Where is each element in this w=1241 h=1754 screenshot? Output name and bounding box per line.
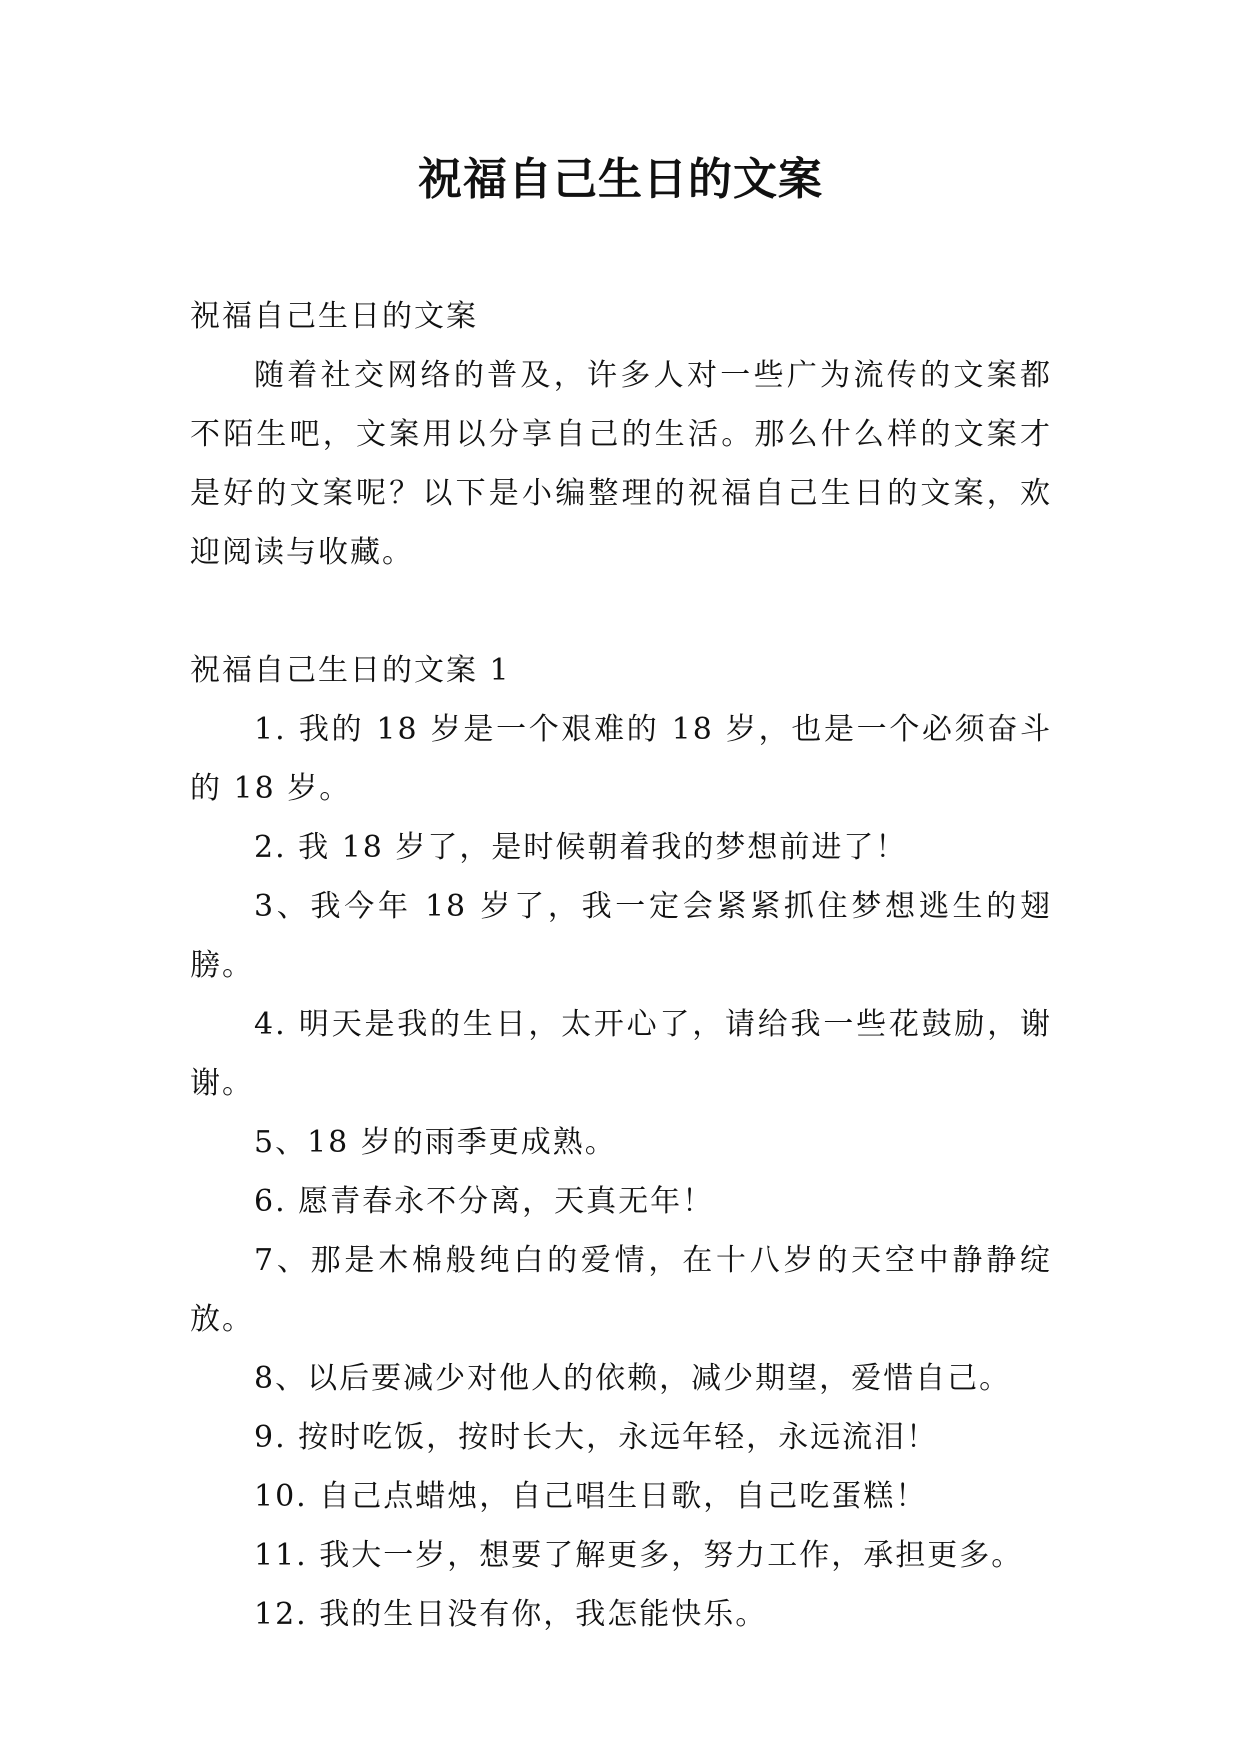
intro-paragraph: 随着社交网络的普及，许多人对一些广为流传的文案都不陌生吧，文案用以分享自己的生活。那么什么样的文案才是好的文案呢？以下是小编整理的祝福自己生日的文案，欢迎阅读与收藏。 bbox=[190, 358, 1052, 570]
list-item: 12. 我的生日没有你，我怎能快乐。 bbox=[254, 1597, 768, 1632]
list-item: 10. 自己点蜡烛，自己唱生日歌，自己吃蛋糕！ bbox=[254, 1479, 928, 1514]
section-spacer bbox=[190, 582, 1052, 641]
section-heading: 祝福自己生日的文案 1 bbox=[190, 653, 511, 688]
list-item: 8、以后要减少对他人的依赖，减少期望，爱惜自己。 bbox=[254, 1361, 1012, 1396]
list-item: 9. 按时吃饭，按时长大，永远年轻，永远流泪！ bbox=[254, 1420, 939, 1455]
list-item: 1. 我的 18 岁是一个艰难的 18 岁，也是一个必须奋斗的 18 岁。 bbox=[190, 712, 1052, 806]
list-item: 5、18 岁的雨季更成熟。 bbox=[254, 1125, 617, 1160]
list-item: 3、我今年 18 岁了，我一定会紧紧抓住梦想逃生的翅膀。 bbox=[190, 889, 1052, 983]
list-item: 4. 明天是我的生日，太开心了，请给我一些花鼓励，谢谢。 bbox=[190, 1007, 1052, 1101]
list-item: 11. 我大一岁，想要了解更多，努力工作，承担更多。 bbox=[254, 1538, 1024, 1573]
list-item: 7、那是木棉般纯白的爱情，在十八岁的天空中静静绽放。 bbox=[190, 1243, 1052, 1337]
list-item: 6. 愿青春永不分离，天真无年！ bbox=[254, 1184, 715, 1219]
list-item: 2. 我 18 岁了，是时候朝着我的梦想前进了！ bbox=[254, 830, 908, 865]
document-body bbox=[190, 287, 1052, 1644]
document-title: 祝福自己生日的文案 bbox=[418, 154, 823, 205]
document-subtitle: 祝福自己生日的文案 bbox=[190, 299, 478, 334]
